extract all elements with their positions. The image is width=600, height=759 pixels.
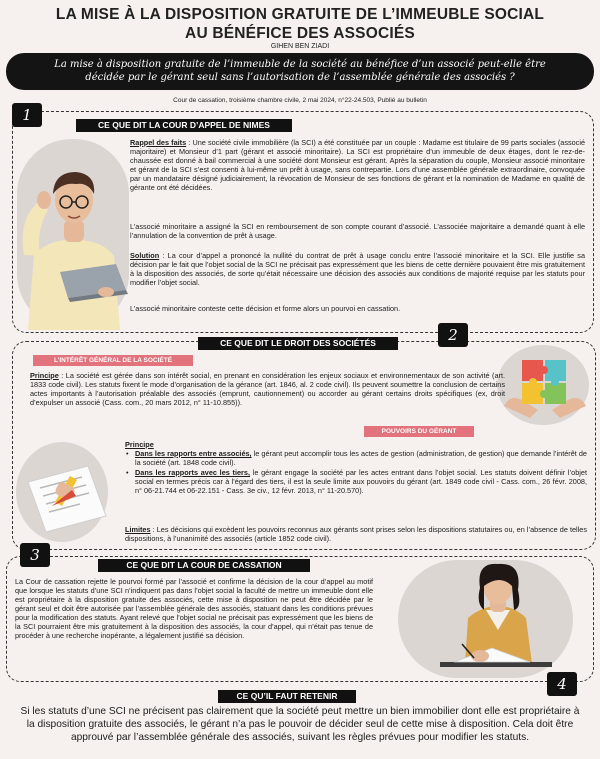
author: GIHEN BEN ZIADI	[270, 43, 330, 50]
principle-label: Principe	[30, 371, 59, 380]
section3-heading: CE QUE DIT LA COUR DE CASSATION	[98, 559, 310, 572]
puzzle-hands-illustration	[500, 348, 590, 424]
bullet-third-parties: • Dans les rapports avec les tiers, le gérant engage la société par les actes entrant dans l’objet social. Les statuts doivent définir l’objet social en termes précis car à l’égard des tiers, il est la seule limite aux pouvoirs du gérant (art. 1849 code civil - Cass. com., 26 févr. 2008, n° 06-21.744 et 06-22.151 - Cass. 3e civ., 12 févr. 2013, n° 11-20.570).	[125, 468, 587, 495]
manager-powers-tag: POUVOIRS DU GÉRANT	[364, 426, 474, 437]
woman-writing-illustration	[410, 556, 580, 680]
section4-heading: CE QU’IL FAUT RETENIR	[218, 690, 356, 703]
general-interest-tag: L’INTÉRÊT GÉNÉRAL DE LA SOCIÉTÉ	[33, 355, 193, 366]
section4-number: 4	[547, 672, 577, 696]
section2-heading: CE QUE DIT LE DROIT DES SOCIÉTÉS	[198, 337, 398, 350]
section2-number: 2	[438, 323, 468, 347]
bullet-associates: • Dans les rapports entre associés, le gérant peut accomplir tous les actes de gestion (administration, de gestion) que demande l’intérêt de la société (art. 1848 code civil).	[125, 449, 587, 467]
section2-principle: Principe : La société est gérée dans son intérêt social, en prenant en considération les enjeux sociaux et environnementaux de son activité (art. 1833 code civil). Les statuts fixent le mode d’organisation de la gérance (art. 1846, al. 2 code civil). Ils peuvent soumettre la conclusion de certains actes importants à l’autorisation préalable des associés (emprunt, cautionnement) ou accorder au gérant certains droits spécifiques (ex, droit d’expulser un associé (Cass. com., 20 mars 2012, n° 11-10.855)).	[30, 371, 505, 407]
section1-claim: L’associé minoritaire a assigné la SCI en remboursement de son compte courant d’associé. L’associée majoritaire a demandé quant à elle l’annulation de la convention de prêt à usage.	[130, 222, 585, 240]
section1-appeal: L’associé minoritaire conteste cette décision et forme alors un pourvoi en cassation.	[130, 304, 401, 313]
section2-powers	[125, 440, 587, 496]
section1-facts: Rappel des faits : Une société civile immobilière (la SCI) a été constituée par un couple : Madame est titulaire de 99 parts sociales (associé majoritaire) et Monsieur d’1 part (gérant et associé minoritaire). La SCI est propriétaire d’un immeuble de deux étages, dont le rez-de-chaussée est donné à bail commercial à une société dont Monsieur est gérant. Après la séparation du couple, Monsieur associé minoritaire et gérant de la SCI s’est consenti à lui-même un prêt à usage, sans contrepartie. Lors d’une assemblée générale extraordinaire, convoquée par un mandataire désigné judiciairement, la révocation de Monsieur de ses fonctions de gérant et la nomination de Madame en qualité de gérante ont été décidées.	[130, 138, 585, 192]
facts-label: Rappel des faits	[130, 138, 187, 147]
limits-label: Limites	[125, 525, 151, 534]
signing-document-illustration	[18, 454, 118, 540]
section3-number: 3	[20, 543, 50, 567]
page-title: LA MISE À LA DISPOSITION GRATUITE DE L’IMMEUBLE SOCIAL AU BÉNÉFICE DES ASSOCIÉS	[55, 6, 545, 42]
man-with-laptop-illustration	[10, 160, 135, 330]
section3-text: La Cour de cassation rejette le pourvoi formé par l’associé et confirme la décision de la cour d’appel au motif que lorsque les statuts d’une SCI n’indiquent pas dans l’objet social la faculté de mettre un immeuble dont elle est propriétaire à la disposition gratuite des associés, cette mise à disposition ne peut être décidée par le gérant seul et doit être autorisée par l’assemblée générale des associés, statuant dans les conditions prévues pour la modification des statuts. Ayant relevé que l’objet social ne précisait pas expressément que les biens de la SCI pourraient être mis gratuitement à la disposition des associés, la cour d’appel, qui n’était pas tenue de procéder à une recherche inopérante, a légalement justifié sa décision.	[15, 577, 373, 640]
question-banner: La mise à disposition gratuite de l’immeuble de la société au bénéfice d’un associé peut-elle être décidée par le gérant seul sans l’autorisation de l’assemblée générale des associés ?	[6, 53, 594, 90]
section1-heading: CE QUE DIT LA COUR D’APPEL DE NIMES	[76, 119, 292, 132]
solution-label: Solution	[130, 251, 160, 260]
key-takeaway: Si les statuts d’une SCI ne précisent pas clairement que la société peut mettre un bien immobilier dont elle est propriétaire à la disposition gratuite des associés, le gérant n’a pas le pouvoir de décider seul de cette mise à disposition. Cela doit être approuvé par l’assemblée générale des associés, suivant les règles prévues pour modifier les statuts.	[20, 706, 580, 743]
section1-number: 1	[12, 103, 42, 127]
decision-reference: Cour de cassation, troisième chambre civile, 2 mai 2024, n°22-24.503, Publié au bulletin	[173, 97, 427, 104]
section1-solution: Solution : La cour d’appel a prononcé la nullité du contrat de prêt à usage conclu entre l’associé minoritaire et la SCI. Elle justifie sa décision par le fait que l’objet social de la SCI ne précisait pas expressément que les biens de cette dernière pouvaient être mis gratuitement à la disposition des associés, de sorte qu’était nécessaire une décision des associés aux conditions de majorité requise par les statuts pour modifier l’objet social.	[130, 251, 585, 287]
principle2-label: Principe	[125, 440, 154, 449]
section2-limits: Limites : Les décisions qui excèdent les pouvoirs reconnus aux gérants sont prises selon les dispositions statutaires ou, en l’absence de telles dispositions, à l’unanimité des associés (article 1852 code civil).	[125, 525, 587, 543]
